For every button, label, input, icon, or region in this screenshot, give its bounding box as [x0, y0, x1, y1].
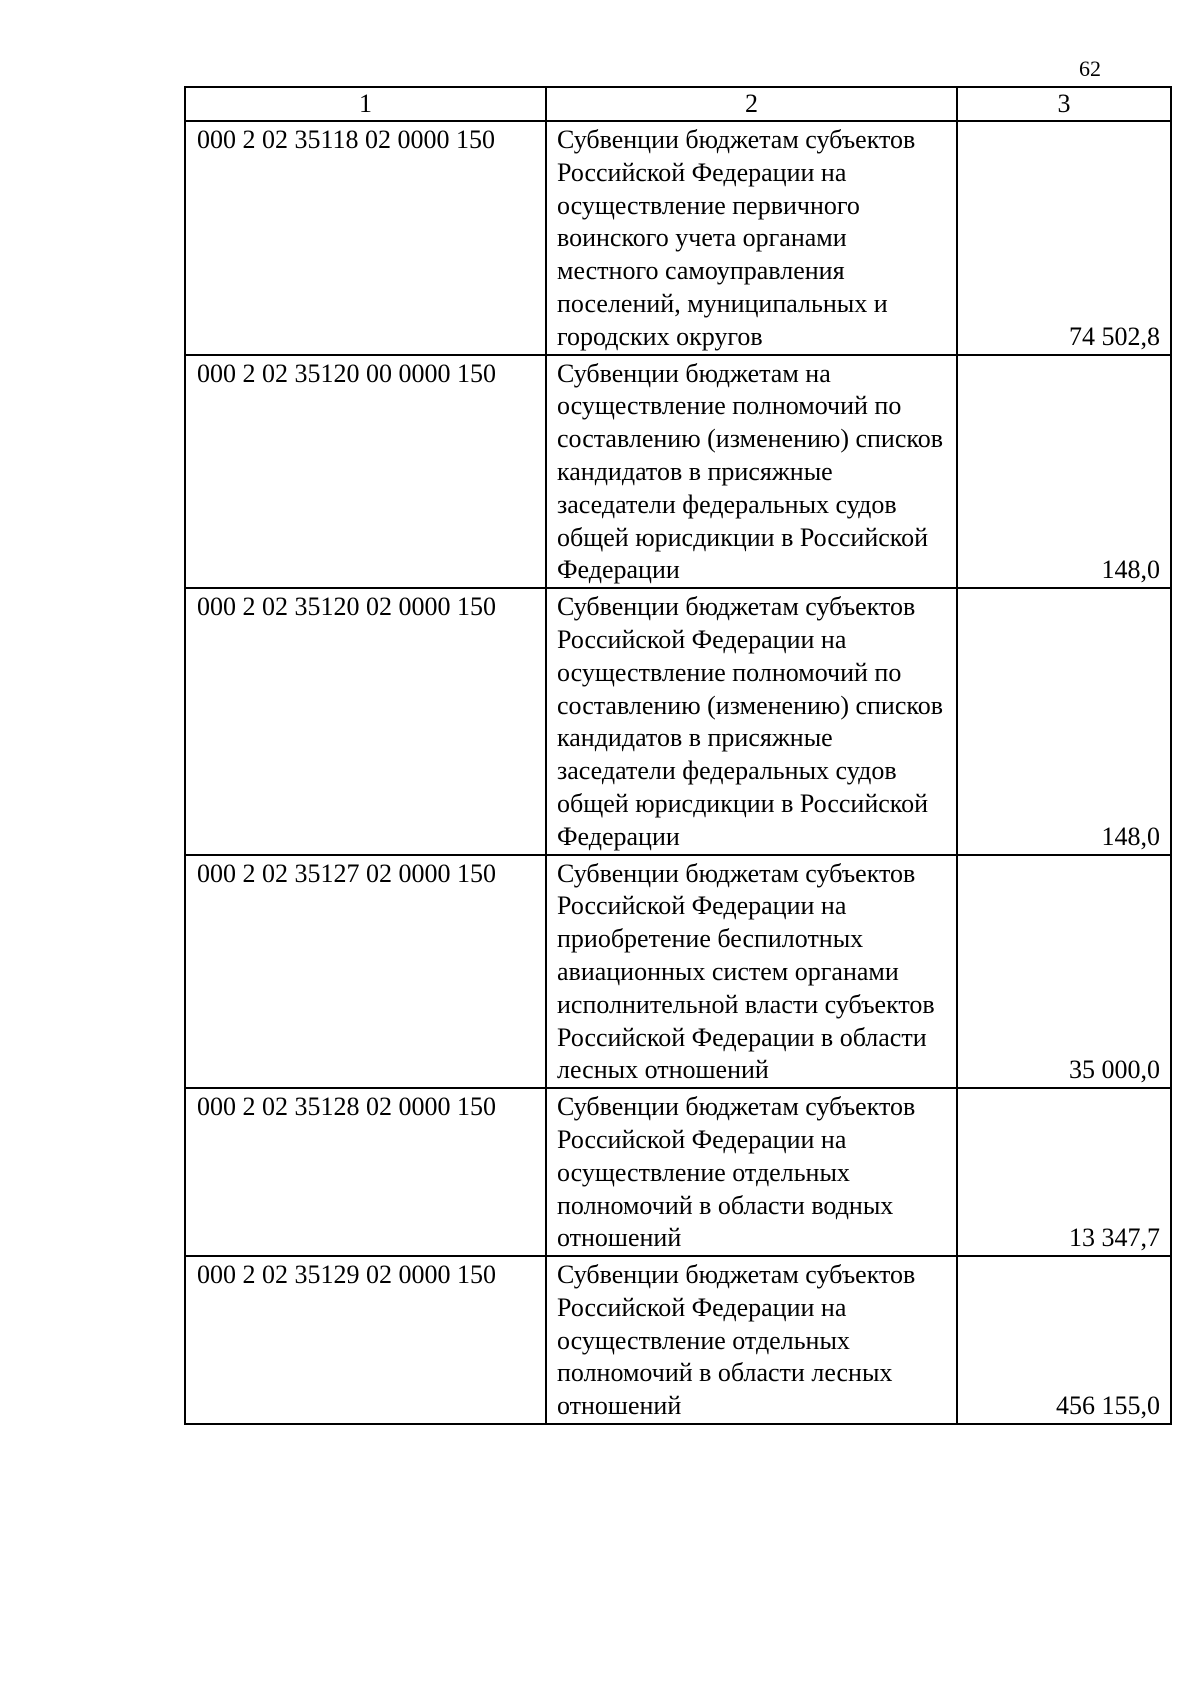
table-header-row: [185, 87, 1171, 121]
row-code: 000 2 02 35120 00 0000 150: [185, 355, 546, 589]
table-row: [185, 855, 1171, 1089]
row-amount: 13 347,7: [957, 1088, 1171, 1256]
row-description: Субвенции бюджетам субъектов Российской Федерации на осуществление отдельных полномочий в области лесных отношений: [546, 1256, 957, 1424]
column-header-code: 1: [185, 87, 546, 121]
row-code: 000 2 02 35127 02 0000 150: [185, 855, 546, 1089]
table-row: [185, 355, 1171, 589]
table-row: [185, 121, 1171, 355]
row-code: 000 2 02 35129 02 0000 150: [185, 1256, 546, 1424]
page-number: 62: [1079, 56, 1101, 81]
budget-table: [184, 86, 1172, 1425]
row-amount: 148,0: [957, 355, 1171, 589]
table-row: [185, 588, 1171, 854]
row-amount: 148,0: [957, 588, 1171, 854]
row-description: Субвенции бюджетам субъектов Российской Федерации на осуществление отдельных полномочий в области водных отношений: [546, 1088, 957, 1256]
row-code: 000 2 02 35128 02 0000 150: [185, 1088, 546, 1256]
row-description: Субвенции бюджетам на осуществление полномочий по составлению (изменению) списков кандидатов в присяжные заседатели федеральных судов общей юрисдикции в Российской Федерации: [546, 355, 957, 589]
row-code: 000 2 02 35118 02 0000 150: [185, 121, 546, 355]
row-amount: 35 000,0: [957, 855, 1171, 1089]
row-description: Субвенции бюджетам субъектов Российской Федерации на приобретение беспилотных авиационных систем органами исполнительной власти субъектов Российской Федерации в области лесных отношений: [546, 855, 957, 1089]
row-code: 000 2 02 35120 02 0000 150: [185, 588, 546, 854]
column-header-amount: 3: [957, 87, 1171, 121]
table-row: [185, 1088, 1171, 1256]
row-description: Субвенции бюджетам субъектов Российской Федерации на осуществление первичного воинского учета органами местного самоуправления поселений, муниципальных и городских округов: [546, 121, 957, 355]
row-amount: 456 155,0: [957, 1256, 1171, 1424]
column-header-description: 2: [546, 87, 957, 121]
row-amount: 74 502,8: [957, 121, 1171, 355]
table-row: [185, 1256, 1171, 1424]
row-description: Субвенции бюджетам субъектов Российской Федерации на осуществление полномочий по составлению (изменению) списков кандидатов в присяжные заседатели федеральных судов общей юрисдикции в Российской Федерации: [546, 588, 957, 854]
